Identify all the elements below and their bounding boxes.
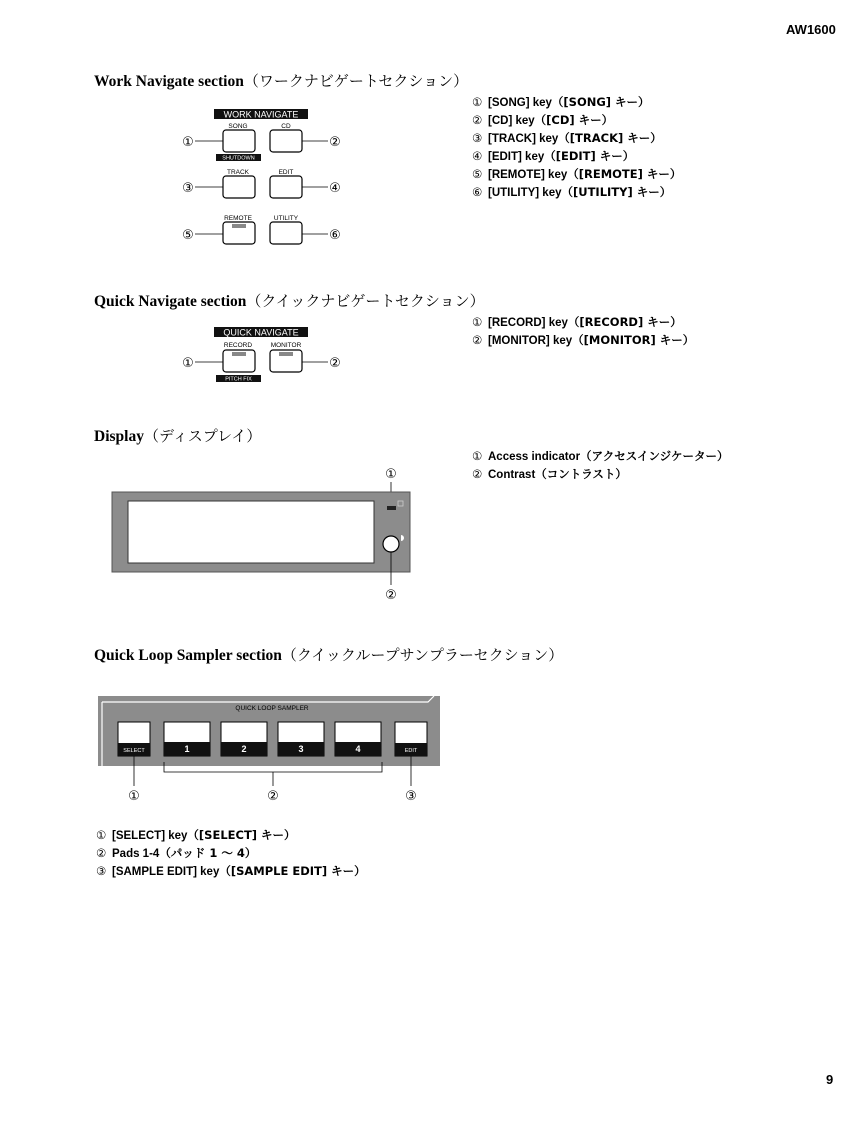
pad-4-label: 4 — [355, 744, 361, 754]
list-item: ③ [SAMPLE EDIT] key（[SAMPLE EDIT] キー） — [96, 864, 366, 878]
list-item: ③ [TRACK] key（[TRACK] キー） — [472, 131, 662, 145]
callout-2: ② — [267, 788, 279, 803]
callout-1: ① — [182, 355, 194, 370]
utility-key-label: UTILITY — [273, 215, 299, 222]
quick-loop-title — [94, 644, 563, 665]
display-title-jp: （ディスプレイ） — [143, 427, 262, 445]
list-item: ② Contrast（コントラスト） — [472, 467, 627, 481]
track-key[interactable] — [223, 176, 255, 198]
list-item: ① [RECORD] key（[RECORD] キー） — [472, 315, 682, 329]
edit-key-label: EDIT — [278, 169, 294, 176]
pad-1-label: 1 — [184, 744, 190, 754]
callout-4: ④ — [329, 180, 341, 195]
track-key-label: TRACK — [226, 169, 250, 176]
list-item: ② Pads 1-4（パッド 1 ～ 4） — [96, 846, 257, 860]
access-indicator — [387, 506, 396, 510]
pad-3-label: 3 — [298, 744, 304, 754]
quick-navigate-panel-label: QUICK NAVIGATE — [223, 327, 299, 338]
page-number: 9 — [826, 1072, 834, 1087]
sample-edit-key-label: EDIT — [404, 748, 418, 754]
contrast-knob[interactable] — [383, 536, 399, 552]
callout-3: ③ — [182, 180, 194, 195]
display-list — [472, 448, 728, 484]
remote-key-led — [232, 224, 246, 228]
callout-3: ③ — [405, 788, 417, 803]
work-navigate-list — [472, 94, 681, 202]
list-item: ② [MONITOR] key（[MONITOR] キー） — [472, 333, 695, 347]
sampler-panel-label: QUICK LOOP SAMPLER — [235, 705, 309, 712]
list-item: ④ [EDIT] key（[EDIT] キー） — [472, 149, 635, 163]
quick-loop-diagram — [96, 694, 446, 806]
work-navigate-title — [94, 70, 468, 91]
pad-2-label: 2 — [241, 744, 247, 754]
shutdown-label: SHUTDOWN — [222, 155, 255, 162]
work-navigate-title-jp: （ワークナビゲートセクション） — [243, 72, 469, 90]
remote-key-label: REMOTE — [224, 215, 252, 222]
select-key-label: SELECT — [123, 748, 145, 754]
edit-key[interactable] — [270, 176, 302, 198]
quick-loop-list — [96, 827, 366, 881]
utility-key[interactable] — [270, 222, 302, 244]
quick-loop-title-jp: （クイックループサンプラーセクション） — [281, 646, 564, 664]
list-item: ⑤ [REMOTE] key（[REMOTE] キー） — [472, 167, 682, 181]
display-title-en: Display — [94, 428, 144, 445]
monitor-key-label: MONITOR — [270, 342, 302, 349]
callout-2: ② — [329, 134, 341, 149]
quick-navigate-title-jp: （クイックナビゲートセクション） — [246, 292, 485, 310]
record-key-led — [232, 352, 246, 356]
model-name: AW1600 — [786, 22, 836, 37]
display-title — [94, 425, 261, 446]
callout-6: ⑥ — [329, 227, 341, 242]
pitch-fix-label: PITCH FIX — [225, 376, 252, 383]
quick-loop-title-en: Quick Loop Sampler section — [94, 647, 282, 664]
work-navigate-title-en: Work Navigate section — [94, 73, 244, 90]
record-key-label: RECORD — [223, 342, 253, 349]
quick-navigate-list — [472, 314, 694, 350]
callout-1: ① — [385, 466, 397, 481]
quick-navigate-title — [94, 290, 485, 311]
song-key-label: SONG — [228, 123, 248, 130]
callout-5: ⑤ — [182, 227, 194, 242]
callout-1: ① — [128, 788, 140, 803]
cd-key[interactable] — [270, 130, 302, 152]
monitor-key-led — [279, 352, 293, 356]
lcd-screen — [128, 501, 374, 563]
work-navigate-panel-label: WORK NAVIGATE — [223, 109, 299, 120]
list-item: ① [SELECT] key（[SELECT] キー） — [96, 828, 296, 842]
quick-navigate-title-en: Quick Navigate section — [94, 293, 247, 310]
display-diagram — [110, 462, 420, 606]
list-item: ⑥ [UTILITY] key（[UTILITY] キー） — [472, 185, 672, 199]
cd-key-label: CD — [281, 123, 291, 130]
list-item: ① Access indicator（アクセスインジケーター） — [472, 449, 729, 463]
list-item: ① [SONG] key（[SONG] キー） — [472, 95, 650, 109]
song-key[interactable] — [223, 130, 255, 152]
callout-2: ② — [329, 355, 341, 370]
quick-navigate-diagram — [170, 324, 360, 388]
work-navigate-diagram — [170, 104, 360, 250]
list-item: ② [CD] key（[CD] キー） — [472, 113, 614, 127]
callout-2: ② — [385, 587, 397, 602]
callout-1: ① — [182, 134, 194, 149]
